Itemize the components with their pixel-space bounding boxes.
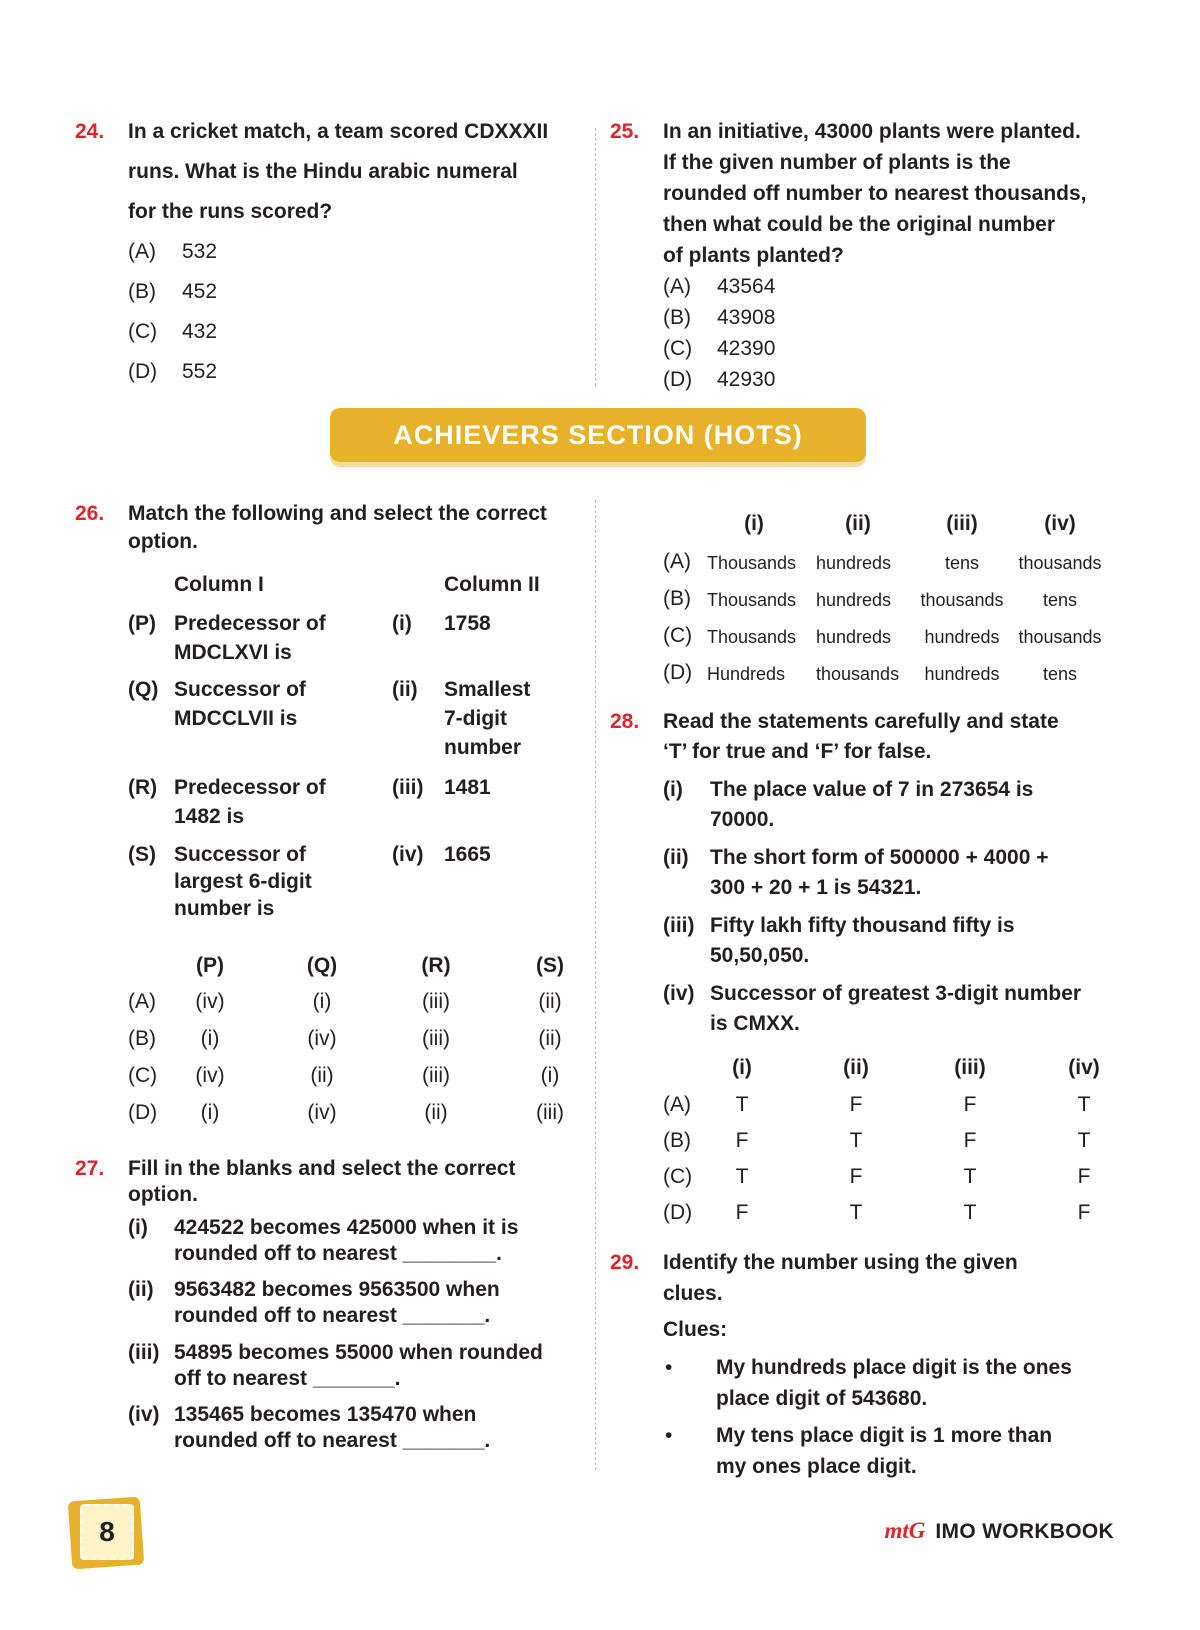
- option-label: (B): [128, 280, 156, 303]
- option-cell: F: [735, 1129, 749, 1152]
- statement-key: (iii): [128, 1341, 160, 1364]
- option-cell: (i): [200, 1027, 220, 1050]
- match-left-text: MDCCLVII is: [174, 707, 298, 730]
- question-number: 25.: [610, 120, 640, 143]
- statement-text: Successor of greatest 3-digit number: [710, 982, 1082, 1005]
- statement-key: (i): [663, 778, 683, 801]
- question-number: 28.: [610, 710, 640, 733]
- answer-col-header: (iii): [946, 512, 978, 535]
- match-left-text: Predecessor of: [174, 776, 326, 799]
- option-cell: F: [849, 1165, 863, 1188]
- question-number: 27.: [75, 1157, 105, 1180]
- option-cell: tens: [1042, 664, 1078, 684]
- option-cell: Thousands: [707, 627, 797, 647]
- option-cell: T: [735, 1165, 749, 1188]
- option-text: 43564: [717, 275, 776, 298]
- option-text: 552: [182, 360, 218, 383]
- footer-brand: [885, 1518, 1114, 1544]
- question-text-line: Match the following and select the correct: [128, 502, 547, 525]
- statement-text: rounded off to nearest _______.: [174, 1429, 491, 1452]
- clues-label: Clues:: [663, 1318, 728, 1341]
- option-text: 42390: [717, 337, 776, 360]
- option-label: (C): [663, 624, 693, 647]
- question-text-line: option.: [128, 530, 198, 553]
- match-key: (R): [128, 776, 158, 799]
- question-text-line: In an initiative, 43000 plants were planted.: [663, 120, 1081, 143]
- option-cell: (ii): [538, 1027, 562, 1050]
- option-text: 42930: [717, 368, 776, 391]
- option-cell: (ii): [538, 990, 562, 1013]
- option-cell: tens: [944, 553, 980, 573]
- option-label: (D): [128, 360, 158, 383]
- option-cell: F: [735, 1201, 749, 1224]
- statement-text: rounded off to nearest _______.: [174, 1304, 491, 1327]
- match-right-text: 1665: [444, 843, 491, 866]
- statement-key: (ii): [128, 1278, 154, 1301]
- match-left-text: MDCLXVI is: [174, 641, 292, 664]
- option-cell: T: [1077, 1093, 1091, 1116]
- match-left-text: Successor of: [174, 843, 306, 866]
- option-cell: Hundreds: [707, 664, 786, 684]
- match-right-text: 1481: [444, 776, 491, 799]
- option-label: (A): [663, 1093, 691, 1116]
- column-2-header: Column II: [444, 573, 540, 596]
- column-1-header: Column I: [174, 573, 264, 596]
- option-cell: (iii): [422, 1064, 450, 1087]
- page-number: 8: [80, 1504, 134, 1560]
- answer-col-header: (iv): [1044, 512, 1076, 535]
- option-label: (A): [128, 990, 156, 1013]
- option-cell: T: [963, 1165, 977, 1188]
- clue-text: My hundreds place digit is the ones: [716, 1356, 1072, 1379]
- option-label: (C): [663, 1165, 693, 1188]
- option-cell: (iii): [422, 990, 450, 1013]
- match-left-text: Successor of: [174, 678, 306, 701]
- option-text: 452: [182, 280, 218, 303]
- option-cell: hundreds: [816, 590, 892, 610]
- option-cell: (i): [540, 1064, 560, 1087]
- option-label: (C): [663, 337, 693, 360]
- answer-col-header: (ii): [845, 512, 871, 535]
- option-cell: Thousands: [707, 590, 797, 610]
- answer-col-header: (P): [196, 954, 224, 977]
- question-text-line: rounded off number to nearest thousands,: [663, 182, 1087, 205]
- match-left-text: largest 6-digit: [174, 870, 312, 893]
- section-banner: ACHIEVERS SECTION (HOTS): [330, 408, 866, 462]
- option-cell: (ii): [424, 1101, 448, 1124]
- brand-title: IMO WORKBOOK: [935, 1520, 1114, 1543]
- clue-text: My tens place digit is 1 more than: [716, 1424, 1053, 1447]
- option-cell: hundreds: [816, 553, 892, 573]
- option-cell: T: [849, 1129, 863, 1152]
- statement-text: The place value of 7 in 273654 is: [710, 778, 1034, 801]
- statement-text: 54895 becomes 55000 when rounded: [174, 1341, 543, 1364]
- answer-col-header: (R): [421, 954, 451, 977]
- option-label: (B): [663, 1129, 691, 1152]
- question-text-line: ‘T’ for true and ‘F’ for false.: [663, 740, 932, 763]
- option-label: (C): [128, 320, 158, 343]
- question-text-line: In a cricket match, a team scored CDXXXII: [128, 120, 549, 143]
- brand-logo: mtG: [884, 1518, 926, 1543]
- match-key: (S): [128, 843, 156, 866]
- match-right-text: Smallest: [444, 678, 531, 701]
- option-label: (B): [663, 587, 691, 610]
- match-right-key: (ii): [392, 678, 418, 701]
- option-cell: F: [963, 1093, 977, 1116]
- bullet-icon: •: [665, 1424, 673, 1447]
- option-cell: Thousands: [707, 553, 797, 573]
- option-cell: (iii): [536, 1101, 564, 1124]
- question-text-line: Fill in the blanks and select the correct: [128, 1157, 516, 1180]
- answer-col-header: (S): [536, 954, 564, 977]
- match-key: (P): [128, 612, 156, 635]
- option-cell: tens: [1042, 590, 1078, 610]
- option-cell: (iv): [307, 1101, 337, 1124]
- question-text-line: clues.: [663, 1282, 723, 1305]
- match-right-text: 7-digit: [444, 707, 507, 730]
- answer-col-header: (ii): [843, 1056, 869, 1079]
- match-key: (Q): [128, 678, 159, 701]
- option-cell: T: [849, 1201, 863, 1224]
- option-cell: F: [1077, 1201, 1091, 1224]
- match-left-text: number is: [174, 897, 275, 920]
- statement-text: 70000.: [710, 808, 775, 831]
- clue-text: place digit of 543680.: [716, 1387, 928, 1410]
- statement-text: The short form of 500000 + 4000 +: [710, 846, 1049, 869]
- option-label: (B): [663, 306, 691, 329]
- option-text: 43908: [717, 306, 776, 329]
- statement-text: 9563482 becomes 9563500 when: [174, 1278, 500, 1301]
- question-number: 24.: [75, 120, 105, 143]
- column-divider-top: [595, 128, 596, 386]
- statement-key: (iv): [663, 982, 695, 1005]
- option-cell: (i): [312, 990, 332, 1013]
- option-label: (D): [663, 661, 693, 684]
- option-cell: thousands: [1018, 627, 1102, 647]
- statement-text: is CMXX.: [710, 1012, 800, 1035]
- match-left-text: Predecessor of: [174, 612, 326, 635]
- option-text: 532: [182, 240, 218, 263]
- option-text: 432: [182, 320, 218, 343]
- statement-key: (iii): [663, 914, 695, 937]
- option-cell: F: [963, 1129, 977, 1152]
- answer-col-header: (iii): [954, 1056, 986, 1079]
- statement-key: (ii): [663, 846, 689, 869]
- option-label: (C): [128, 1064, 158, 1087]
- statement-text: 135465 becomes 135470 when: [174, 1403, 477, 1426]
- question-text-line: of plants planted?: [663, 244, 844, 267]
- answer-col-header: (i): [732, 1056, 752, 1079]
- match-right-key: (iv): [392, 843, 424, 866]
- option-cell: hundreds: [924, 627, 1000, 647]
- statement-text: Fifty lakh fifty thousand fifty is: [710, 914, 1015, 937]
- statement-text: 300 + 20 + 1 is 54321.: [710, 876, 922, 899]
- column-divider-bottom: [595, 500, 596, 1470]
- option-cell: (ii): [310, 1064, 334, 1087]
- option-cell: T: [735, 1093, 749, 1116]
- question-text-line: then what could be the original number: [663, 213, 1056, 236]
- option-cell: thousands: [816, 664, 900, 684]
- match-right-text: 1758: [444, 612, 491, 635]
- option-cell: hundreds: [816, 627, 892, 647]
- statement-key: (i): [128, 1216, 148, 1239]
- match-left-text: 1482 is: [174, 805, 245, 828]
- question-text-line: Read the statements carefully and state: [663, 710, 1059, 733]
- option-label: (D): [663, 1201, 693, 1224]
- option-cell: T: [963, 1201, 977, 1224]
- match-right-key: (i): [392, 612, 412, 635]
- option-label: (A): [663, 275, 691, 298]
- question-text-line: If the given number of plants is the: [663, 151, 1011, 174]
- question-number: 26.: [75, 502, 105, 525]
- statement-text: 50,50,050.: [710, 944, 810, 967]
- option-cell: (i): [200, 1101, 220, 1124]
- statement-key: (iv): [128, 1403, 160, 1426]
- clue-text: my ones place digit.: [716, 1455, 917, 1478]
- option-cell: (iv): [307, 1027, 337, 1050]
- question-text-line: runs. What is the Hindu arabic numeral: [128, 160, 518, 183]
- question-text-line: for the runs scored?: [128, 200, 333, 223]
- question-text-line: Identify the number using the given: [663, 1251, 1018, 1274]
- question-number: 29.: [610, 1251, 640, 1274]
- match-right-text: number: [444, 736, 522, 759]
- option-cell: F: [1077, 1165, 1091, 1188]
- option-cell: hundreds: [924, 664, 1000, 684]
- answer-col-header: (iv): [1068, 1056, 1100, 1079]
- option-label: (A): [663, 550, 691, 573]
- option-label: (A): [128, 240, 156, 263]
- option-label: (D): [663, 368, 693, 391]
- question-text-line: option.: [128, 1183, 198, 1206]
- answer-col-header: (i): [744, 512, 764, 535]
- option-cell: thousands: [1018, 553, 1102, 573]
- option-cell: thousands: [920, 590, 1004, 610]
- bullet-icon: •: [665, 1356, 673, 1379]
- answer-col-header: (Q): [306, 954, 338, 977]
- option-label: (B): [128, 1027, 156, 1050]
- statement-text: off to nearest _______.: [174, 1367, 401, 1390]
- option-label: (D): [128, 1101, 158, 1124]
- option-cell: F: [849, 1093, 863, 1116]
- statement-text: rounded off to nearest ________.: [174, 1242, 502, 1265]
- option-cell: (iv): [195, 990, 225, 1013]
- option-cell: T: [1077, 1129, 1091, 1152]
- option-cell: (iii): [422, 1027, 450, 1050]
- statement-text: 424522 becomes 425000 when it is: [174, 1216, 519, 1239]
- match-right-key: (iii): [392, 776, 424, 799]
- option-cell: (iv): [195, 1064, 225, 1087]
